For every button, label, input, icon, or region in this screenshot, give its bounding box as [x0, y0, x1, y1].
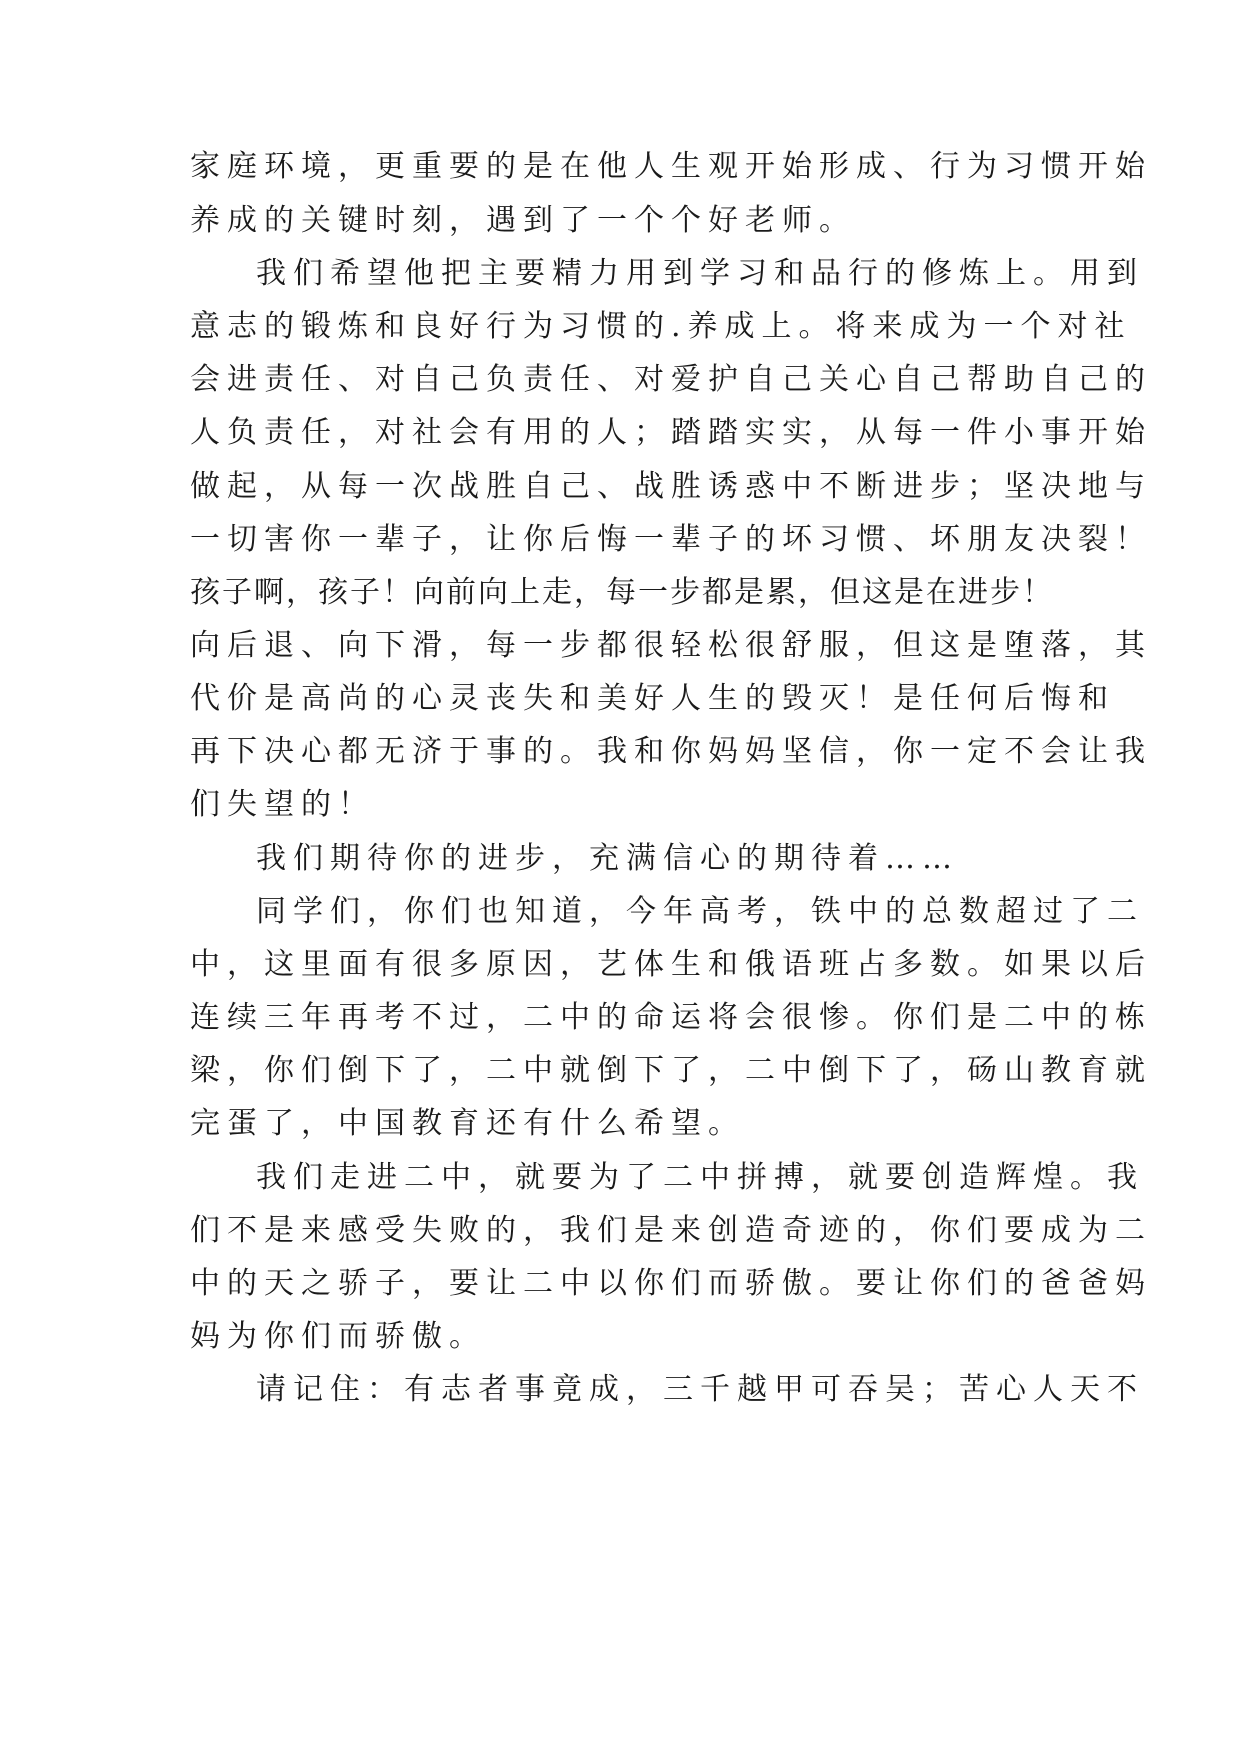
paragraph-start-line: 同学们，你们也知道，今年高考，铁中的总数超过了二 [256, 894, 1144, 929]
paragraph-start-line: 我们走进二中，就要为了二中拼搏，就要创造辉煌。我 [256, 1160, 1144, 1195]
text-line: 孩子啊，孩子！向前向上走，每一步都是累，但这是在进步！ [190, 575, 1054, 610]
text-line: 们失望的！ [190, 787, 375, 822]
text-line: 代价是高尚的心灵丧失和美好人生的毁灭！是任何后悔和 [190, 681, 1115, 716]
text-line: 养成的关键时刻，遇到了一个个好老师。 [190, 203, 856, 238]
text-line: 们不是来感受失败的，我们是来创造奇迹的，你们要成为二 [190, 1213, 1152, 1248]
text-line: 中，这里面有很多原因，艺体生和俄语班占多数。如果以后 [190, 947, 1152, 982]
text-line: 向后退、向下滑，每一步都很轻松很舒服，但这是堕落，其 [190, 628, 1152, 663]
text-line: 妈为你们而骄傲。 [190, 1319, 486, 1354]
text-line: 意志的锻炼和良好行为习惯的.养成上。将来成为一个对社 [190, 309, 1132, 344]
text-line: 完蛋了，中国教育还有什么希望。 [190, 1106, 745, 1141]
paragraph-start-line: 请记住：有志者事竟成，三千越甲可吞吴；苦心人天不 [256, 1372, 1144, 1407]
text-line: 会进责任、对自己负责任、对爱护自己关心自己帮助自己的 [190, 362, 1152, 397]
text-line: 做起，从每一次战胜自己、战胜诱惑中不断进步；坚决地与 [190, 469, 1152, 504]
text-line: 再下决心都无济于事的。我和你妈妈坚信，你一定不会让我 [190, 734, 1152, 769]
text-line: 一切害你一辈子，让你后悔一辈子的坏习惯、坏朋友决裂！ [190, 522, 1152, 557]
paragraph-start-line: 我们期待你的进步，充满信心的期待着…… [256, 841, 959, 876]
text-line: 人负责任，对社会有用的人；踏踏实实，从每一件小事开始 [190, 415, 1152, 450]
text-line: 中的天之骄子，要让二中以你们而骄傲。要让你们的爸爸妈 [190, 1266, 1152, 1301]
text-line: 家庭环境，更重要的是在他人生观开始形成、行为习惯开始 [190, 149, 1152, 184]
text-line: 连续三年再考不过，二中的命运将会很惨。你们是二中的栋 [190, 1000, 1152, 1035]
paragraph-start-line: 我们希望他把主要精力用到学习和品行的修炼上。用到 [256, 256, 1144, 291]
text-line: 梁，你们倒下了，二中就倒下了，二中倒下了，砀山教育就 [190, 1053, 1152, 1088]
